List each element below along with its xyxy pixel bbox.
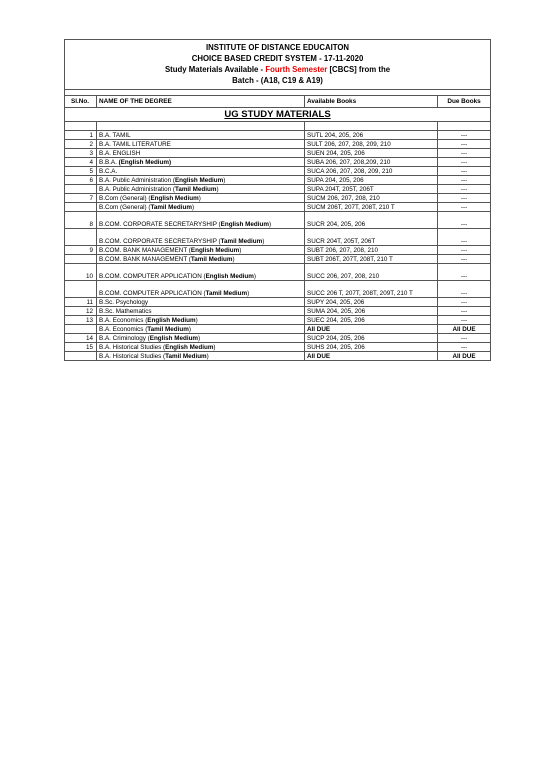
available-books-cell: SUPA 204, 205, 206	[305, 176, 438, 185]
serial-number-cell: 13	[65, 316, 97, 325]
due-books-cell: ---	[438, 298, 491, 307]
blank-cell	[65, 122, 97, 131]
availability-prefix: Study Materials Available -	[164, 65, 266, 74]
degree-name-text: B.Com (General) (	[99, 194, 151, 202]
degree-name-suffix: )	[232, 255, 235, 263]
serial-number-cell: 15	[65, 343, 97, 352]
degree-name-text: B.A. Criminology (	[99, 334, 150, 342]
serial-number-cell: 4	[65, 158, 97, 167]
serial-number-cell: 8	[65, 212, 97, 229]
degree-name-text: B.A. Economics (	[99, 316, 148, 324]
degree-name-cell: B.Sc. Mathematics	[97, 307, 305, 316]
due-books-cell: ---	[438, 149, 491, 158]
degree-name-text: B.COM. CORPORATE SECRETARYSHIP (	[99, 220, 221, 228]
table-row	[65, 194, 491, 203]
degree-name-suffix: )	[262, 237, 265, 245]
semester-highlight: Fourth Semester	[265, 65, 328, 74]
degree-name-cell	[97, 229, 305, 246]
availability-line	[65, 64, 490, 75]
available-books-cell: SUPA 204T, 205T, 206T	[305, 185, 438, 194]
degree-name-suffix: )	[239, 246, 242, 254]
medium-label: (English Medium)	[118, 158, 172, 166]
degree-name-cell	[97, 194, 305, 203]
degree-name-suffix: )	[198, 194, 201, 202]
due-books-cell: ---	[438, 229, 491, 246]
serial-number-cell: 10	[65, 264, 97, 281]
table-row	[65, 343, 491, 352]
degree-name-suffix: )	[206, 352, 209, 360]
degree-name-cell	[97, 343, 305, 352]
degree-name-cell	[97, 255, 305, 264]
table-row	[65, 255, 491, 264]
degree-rows	[65, 131, 491, 361]
degree-name-text: B.COM. BANK MANAGEMENT (	[99, 246, 191, 254]
degree-name-suffix: )	[191, 203, 195, 211]
degree-name-text: B.A. Public Administration (	[99, 185, 175, 193]
available-books-cell: SUEN 204, 205, 206	[305, 149, 438, 158]
degree-name-cell	[97, 185, 305, 194]
table-row	[65, 307, 491, 316]
table-row	[65, 140, 491, 149]
due-books-cell: ---	[438, 158, 491, 167]
due-books-cell: ---	[438, 131, 491, 140]
medium-label: English Medium	[220, 220, 269, 228]
degree-name-text: B.COM. COMPUTER APPLICATION (	[99, 272, 206, 280]
medium-label: Tamil Medium	[165, 352, 207, 360]
degree-name-suffix: )	[268, 220, 272, 228]
available-books-cell: All DUE	[305, 352, 438, 361]
due-books-cell: ---	[438, 334, 491, 343]
table-row	[65, 281, 491, 298]
blank-cell	[305, 122, 438, 131]
degree-name-cell	[97, 203, 305, 212]
available-books-cell: SUCM 206T, 207T, 208T, 210 T	[305, 203, 438, 212]
table-row	[65, 176, 491, 185]
table-row	[65, 185, 491, 194]
serial-number-cell: 12	[65, 307, 97, 316]
medium-label: English Medium	[149, 334, 199, 342]
due-books-cell: All DUE	[438, 325, 491, 334]
medium-label: Tamil Medium	[205, 289, 248, 297]
degree-name-suffix: )	[223, 176, 226, 184]
medium-label: Tamil Medium	[174, 185, 217, 193]
system-date: CHOICE BASED CREDIT SYSTEM - 17-11-2020	[191, 54, 364, 63]
table-row	[65, 325, 491, 334]
available-books-cell: SUBT 206T, 207T, 208T, 210 T	[305, 255, 438, 264]
medium-label: English Medium	[150, 194, 199, 202]
degree-name-suffix: )	[247, 289, 250, 297]
due-books-cell: ---	[438, 203, 491, 212]
serial-number-cell: 3	[65, 149, 97, 158]
serial-number-cell	[65, 229, 97, 246]
degree-name-cell	[97, 176, 305, 185]
title-block	[65, 40, 491, 90]
table-row	[65, 212, 491, 229]
medium-label: Tamil Medium	[150, 203, 192, 211]
available-books-cell: SUEC 204, 205, 206	[305, 316, 438, 325]
table-row	[65, 316, 491, 325]
available-books-cell: SUHS 204, 205, 206	[305, 343, 438, 352]
serial-number-cell: 2	[65, 140, 97, 149]
degree-name-text: B.A. Historical Studies (	[99, 352, 166, 360]
available-books-cell: SUPY 204, 205, 206	[305, 298, 438, 307]
table-row	[65, 229, 491, 246]
degree-name-suffix: )	[216, 185, 219, 193]
table-row	[65, 149, 491, 158]
available-books-cell: SUCR 204, 205, 206	[305, 212, 438, 229]
degree-name-text: B.B.A.	[99, 158, 119, 166]
due-books-cell: ---	[438, 264, 491, 281]
degree-name-text: B.A. Public Administration (	[99, 176, 175, 184]
medium-label: English Medium	[165, 343, 214, 351]
degree-name-cell	[97, 246, 305, 255]
due-books-cell: ---	[438, 343, 491, 352]
degree-name-cell	[97, 316, 305, 325]
due-books-cell: ---	[438, 316, 491, 325]
degree-name-cell	[97, 281, 305, 298]
degree-name-cell	[97, 352, 305, 361]
available-books-cell: SUCR 204T, 205T, 206T	[305, 229, 438, 246]
available-books-cell: SULT 206, 207, 208, 209, 210	[305, 140, 438, 149]
available-books-cell: SUCM 206, 207, 208, 210	[305, 194, 438, 203]
due-books-cell: ---	[438, 185, 491, 194]
due-books-cell: ---	[438, 281, 491, 298]
serial-number-cell	[65, 352, 97, 361]
degree-name-cell	[97, 158, 305, 167]
available-books-cell: SUCA 206, 207, 208, 209, 210	[305, 167, 438, 176]
serial-number-cell: 11	[65, 298, 97, 307]
blank-cell	[438, 122, 491, 131]
serial-number-cell	[65, 185, 97, 194]
serial-number-cell	[65, 281, 97, 298]
availability-suffix: [CBCS] from the	[327, 65, 391, 74]
medium-label: English Medium	[190, 246, 240, 254]
medium-label: Tamil Medium	[190, 255, 233, 263]
section-title: UG STUDY MATERIALS	[65, 108, 491, 122]
table-row	[65, 298, 491, 307]
degree-name-suffix: )	[198, 334, 201, 342]
header-due: Due Books	[438, 96, 491, 108]
header-slno: Sl.No.	[65, 96, 97, 108]
available-books-cell: SUBA 206, 207, 208,209, 210	[305, 158, 438, 167]
due-books-cell: ---	[438, 246, 491, 255]
serial-number-cell	[65, 325, 97, 334]
due-books-cell: ---	[438, 307, 491, 316]
materials-table	[64, 39, 491, 361]
table-row	[65, 352, 491, 361]
table-row	[65, 131, 491, 140]
degree-name-cell	[97, 334, 305, 343]
degree-name-cell	[97, 325, 305, 334]
medium-label: English Medium	[174, 176, 224, 184]
serial-number-cell: 5	[65, 167, 97, 176]
degree-name-suffix: )	[213, 343, 216, 351]
available-books-cell: SUBT 206, 207, 208, 210	[305, 246, 438, 255]
due-books-cell: ---	[438, 176, 491, 185]
degree-name-text: B.A. Historical Studies (	[99, 343, 166, 351]
header-row	[65, 96, 491, 108]
due-books-cell: ---	[438, 140, 491, 149]
available-books-cell: All DUE	[305, 325, 438, 334]
table-row	[65, 158, 491, 167]
institute-name: INSTITUTE OF DISTANCE EDUCAITON	[205, 43, 350, 52]
serial-number-cell: 7	[65, 194, 97, 203]
degree-name-text: B.COM. BANK MANAGEMENT (	[99, 255, 191, 263]
blank-cell	[97, 122, 305, 131]
degree-name-cell	[97, 212, 305, 229]
batch-line: Batch - (A18, C19 & A19)	[232, 76, 323, 85]
degree-name-suffix: )	[253, 272, 256, 280]
serial-number-cell	[65, 203, 97, 212]
degree-name-suffix: )	[195, 316, 198, 324]
available-books-cell: SUCP 204, 205, 206	[305, 334, 438, 343]
due-books-cell: All DUE	[438, 352, 491, 361]
header-books: Available Books	[305, 96, 438, 108]
serial-number-cell: 1	[65, 131, 97, 140]
study-materials-sheet	[64, 39, 490, 361]
available-books-cell: SUCC 206 T, 207T, 208T, 209T, 210 T	[305, 281, 438, 298]
degree-name-cell: B.C.A.	[97, 167, 305, 176]
medium-label: English Medium	[205, 272, 254, 280]
degree-name-cell: B.A. TAMIL	[97, 131, 305, 140]
table-row	[65, 334, 491, 343]
degree-name-text: B.Com (General) (	[99, 203, 151, 211]
medium-label: Tamil Medium	[147, 325, 189, 333]
due-books-cell: ---	[438, 194, 491, 203]
serial-number-cell: 6	[65, 176, 97, 185]
available-books-cell: SUTL 204, 205, 206	[305, 131, 438, 140]
due-books-cell: ---	[438, 255, 491, 264]
medium-label: English Medium	[147, 316, 196, 324]
serial-number-cell: 9	[65, 246, 97, 255]
degree-name-cell: B.A. TAMIL LITERATURE	[97, 140, 305, 149]
due-books-cell: ---	[438, 212, 491, 229]
degree-name-cell	[97, 264, 305, 281]
due-books-cell: ---	[438, 167, 491, 176]
serial-number-cell	[65, 255, 97, 264]
table-row	[65, 203, 491, 212]
serial-number-cell: 14	[65, 334, 97, 343]
available-books-cell: SUCC 206, 207, 208, 210	[305, 264, 438, 281]
header-degree: NAME OF THE DEGREE	[97, 96, 305, 108]
degree-name-text: B.COM. COMPUTER APPLICATION (	[99, 289, 206, 297]
medium-label: Tamil Medium	[220, 237, 263, 245]
table-row	[65, 246, 491, 255]
available-books-cell: SUMA 204, 205, 206	[305, 307, 438, 316]
table-row	[65, 167, 491, 176]
degree-name-text: B.A. Economics (	[99, 325, 148, 333]
degree-name-cell: B.Sc. Psychology	[97, 298, 305, 307]
degree-name-text: B.COM. CORPORATE SECRETARYSHIP (	[99, 237, 221, 245]
table-row	[65, 264, 491, 281]
degree-name-suffix: )	[188, 325, 191, 333]
degree-name-cell: B.A. ENGLISH	[97, 149, 305, 158]
